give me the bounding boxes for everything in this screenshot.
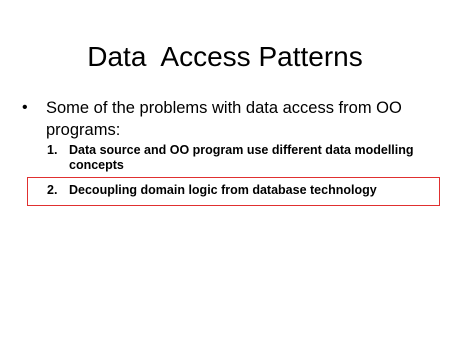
bullet-marker: •	[22, 99, 28, 116]
item-text: Data source and OO program use different data modelling concepts	[69, 143, 414, 172]
numbered-item-2	[47, 183, 442, 198]
item-number: 1.	[47, 143, 58, 157]
numbered-item-1	[47, 143, 442, 173]
bullet-text: Some of the problems with data access from OO programs:	[46, 99, 402, 139]
item-text: Decoupling domain logic from database technology	[69, 183, 377, 197]
item-number: 2.	[47, 183, 58, 197]
slide-title: Data Access Patterns	[87, 41, 363, 72]
bullet-item	[22, 97, 442, 141]
